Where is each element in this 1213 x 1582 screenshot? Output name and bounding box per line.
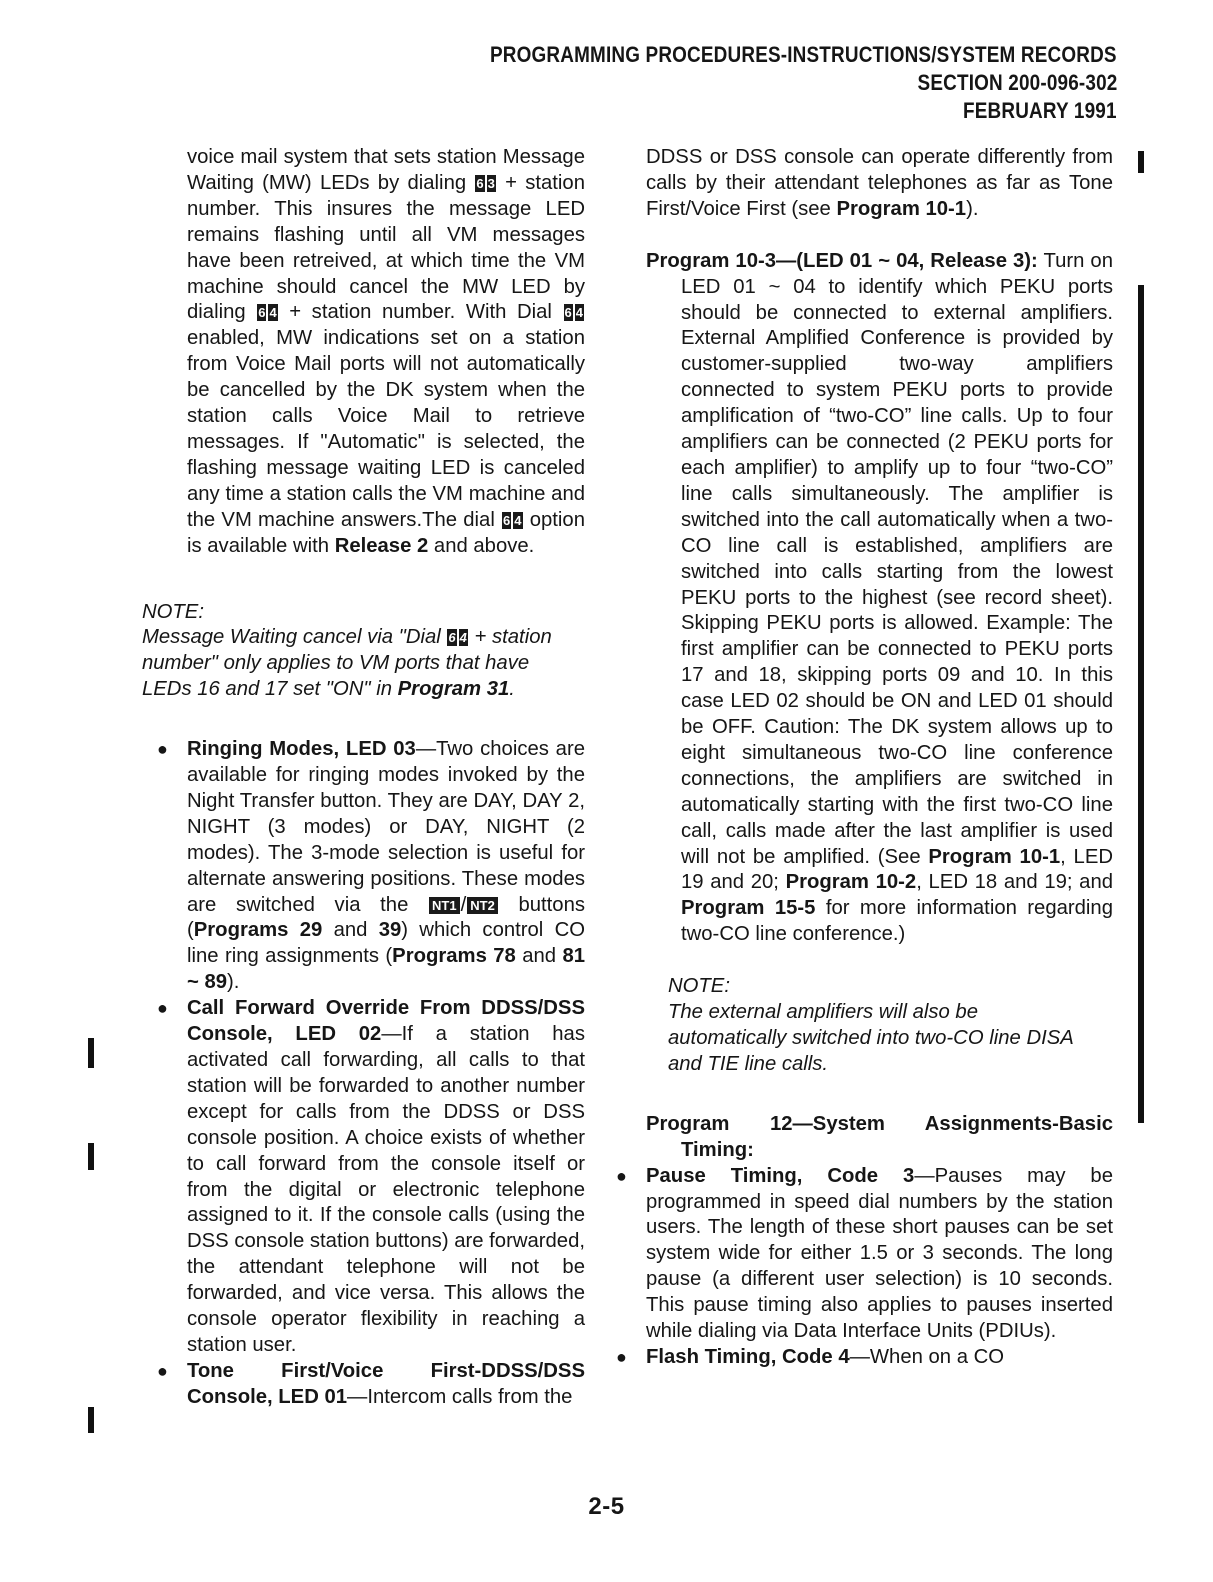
text: —Pauses may be programmed in speed dial numbers by the station users. The length of these short pauses can be set system wide for either 1.5 or 3 seconds. The long pause (a different user selection) is 10 seconds. This pause timing also applies to pauses inserted while dialing via Data Interface Units (PDIUs).: [646, 1164, 1113, 1343]
text: —Intercom calls from the: [347, 1385, 573, 1408]
program-title: Program 12—System Assignments-Basic Timing:: [646, 1112, 1113, 1161]
text: + station number. This insures the message LED remains flashing until all VM messages have been retreived, at which time the VM machine should cancel the MW LED by dialing: [187, 171, 585, 324]
text: and: [515, 945, 563, 968]
text: , LED 19 and 20;: [681, 845, 1113, 894]
bold-term: Program 31: [397, 678, 510, 701]
note-left: [142, 600, 562, 704]
note-label: NOTE:: [668, 975, 730, 998]
text: ).: [227, 971, 240, 994]
change-bar: [88, 1407, 94, 1433]
header-date: FEBRUARY 1991: [963, 98, 1117, 123]
text: option is available with: [187, 508, 585, 557]
note-label: NOTE:: [142, 600, 204, 623]
dial-key: 4: [269, 305, 277, 321]
bullet-title: Call Forward Override From DDSS/DSS Console, LED 02: [187, 997, 585, 1046]
text: voice mail system that sets station Message Waiting (MW) LEDs by dialing: [187, 146, 585, 194]
dial-key: 3: [487, 175, 495, 191]
list-item-tone-first: [157, 1359, 585, 1411]
bold-term: Release 2: [334, 534, 429, 557]
text: enabled, MW indications set on a station from Voice Mail ports will not automatically be cancelled by the DK system when the station calls Voice Mail to retrieve messages. If "Automatic" is selected, the flashing message waiting LED is canceled any time a station calls the VM machine and the VM machine answers.The dial: [187, 327, 585, 531]
bold-term: Program 10-1: [836, 197, 967, 220]
text: buttons (: [187, 893, 585, 942]
text: , LED 18 and 19; and: [916, 871, 1113, 894]
dial-key: 4: [459, 630, 467, 646]
note-text: [142, 625, 562, 703]
text: + station number. With Dial: [278, 301, 563, 324]
note-right: [668, 974, 1098, 1078]
bullet-icon: ●: [157, 1360, 168, 1381]
header-title: PROGRAMMING PROCEDURES-INSTRUCTIONS/SYSTEM RECORDS: [490, 42, 1117, 67]
note-text: The external amplifiers will also be automatically switched into two-CO line DISA and TIE line calls.: [668, 1001, 1074, 1075]
text: —If a station has activated call forwarding, all calls to that station will be forwarded to another number except for calls from the DDSS or DSS console position. A choice exists of whether to call forward from the console itself or from the digital or electronic telephone assigned to it. If the console calls (using the DSS console station buttons) are forwarded, the attendant telephone will not be forwarded, and vice versa. This allows the console operator flexibility in reaching a station user.: [187, 1023, 585, 1356]
program-12-heading: [646, 1112, 1113, 1164]
change-bar: [88, 1143, 94, 1170]
text: for more information regarding two-CO line conference.): [681, 897, 1113, 946]
bold-term: Program 10-1: [928, 845, 1061, 868]
text: and: [322, 919, 379, 942]
page-number: 2-5: [588, 1493, 625, 1520]
bullet-icon: ●: [157, 998, 168, 1019]
change-bar: [1138, 151, 1144, 173]
dial-key: 6: [448, 630, 456, 646]
nt1-key: NT1: [429, 897, 460, 914]
dial-key: 6: [476, 175, 484, 191]
dial-key: 6: [258, 305, 266, 321]
list-item-ringing-modes: [157, 737, 586, 996]
list-item-flash-timing: [616, 1345, 1113, 1371]
list-item-call-forward-override: [157, 996, 585, 1359]
bullet-title: Flash Timing, Code 4: [646, 1345, 850, 1368]
bold-term: Programs 29: [193, 919, 323, 942]
list-item-pause-timing: [616, 1164, 1113, 1345]
paragraph-voice-mail: [187, 145, 585, 560]
text: Message Waiting cancel via "Dial: [142, 626, 447, 649]
bullet-icon: ●: [157, 739, 168, 760]
paragraph-program-10-3: [646, 249, 1113, 948]
text: /: [460, 893, 467, 916]
bullet-icon: ●: [616, 1165, 627, 1186]
bold-term: Programs 78: [392, 945, 516, 968]
change-bar: [1138, 285, 1144, 1123]
dial-key: 4: [514, 512, 522, 528]
text: + station number" only applies to VM ports that have LEDs 16 and 17 set "ON" in: [142, 626, 552, 701]
text: Turn on LED 01 ~ 04 to identify which PEKU ports should be connected to external amplifiers. External Amplified Conference is provided by customer-supplied two-way amplifiers connected to system PEKU ports to provide amplification of “two-CO” line calls. Up to four amplifiers can be connected (2 PEKU ports for each amplifier) to amplify up to four “two-CO” line calls simultaneously. The amplifier is switched into the call automatically when a two-CO line call is established, amplifiers are switched into calls starting from the lowest PEKU ports to the highest (see record sheet). Skipping PEKU ports is allowed. Example: The first amplifier can be connected to PEKU ports 17 and 18, skipping ports 09 and 10. In this case LED 02 should be ON and LED 01 should be OFF. Caution: The DK system allows up to eight simultaneous two-CO line conference connections, the amplifiers are switched in automatically starting with the first two-CO line call, calls made after the last amplifier is used will not be amplified. (See: [681, 249, 1113, 868]
text: ).: [966, 197, 979, 220]
text: —Two choices are available for ringing modes invoked by the Night Transfer button. They are DAY, DAY 2, NIGHT (3 modes) or DAY, NIGHT (2 modes). The 3-mode selection is useful for alternate answering positions. These modes are switched via the: [187, 738, 585, 916]
bullet-title: Tone First/Voice First-DDSS/DSS Console, LED 01: [187, 1359, 585, 1408]
left-column: [142, 145, 586, 1411]
change-bar: [88, 1038, 94, 1068]
text: .: [509, 678, 515, 701]
bold-term: Program 10-2: [785, 871, 917, 894]
paragraph-console-continuation: [646, 145, 1113, 223]
bold-term: 81 ~ 89: [187, 945, 585, 994]
right-column: [616, 145, 1113, 1371]
bullet-icon: ●: [616, 1346, 627, 1367]
text: ) which control CO line ring assignments (: [187, 919, 586, 968]
nt2-key: NT2: [467, 897, 498, 914]
dial-key: 6: [503, 512, 511, 528]
dial-key: 4: [575, 305, 583, 321]
text: and above.: [428, 534, 535, 557]
text: DDSS or DSS console can operate differently from calls by their attendant telephones as far as Tone First/Voice First (see: [646, 146, 1113, 220]
text: —When on a CO: [849, 1345, 1005, 1368]
header-section: SECTION 200-096-302: [917, 70, 1117, 95]
dial-key: 6: [564, 305, 572, 321]
bold-term: Program 15-5: [681, 897, 816, 920]
bullet-title: Ringing Modes, LED 03: [187, 738, 416, 761]
bullet-title: Pause Timing, Code 3: [646, 1164, 915, 1187]
bold-term: 39: [378, 919, 402, 942]
program-title: Program 10-3—(LED 01 ~ 04, Release 3):: [646, 249, 1038, 272]
